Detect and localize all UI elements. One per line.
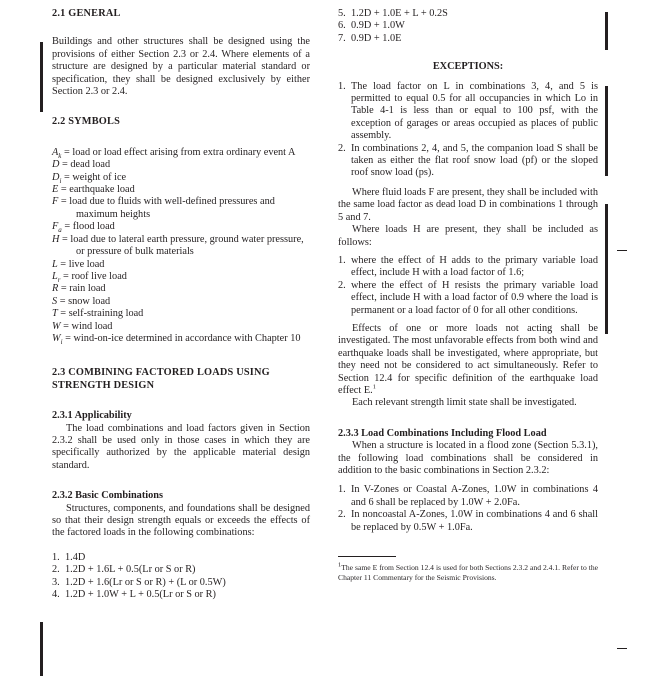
symbol-definition: dead load	[70, 159, 111, 171]
combination-number: 5.	[338, 8, 346, 19]
symbol-definition: rain load	[69, 283, 106, 295]
symbol-letter: F	[52, 196, 59, 208]
footnote	[338, 563, 598, 584]
combination-list-left	[52, 552, 310, 602]
combination-item	[52, 589, 310, 601]
exceptions-heading: EXCEPTIONS:	[432, 61, 504, 73]
item-text: In combinations 2, 4, and 5, the companion load S shall be taken as either the flat roof snow load (pf) or the sloped roof snow load (ps).	[351, 142, 598, 179]
limit-state-paragraph: Each relevant strength limit state shall be investigated.	[352, 397, 577, 409]
section-2-3-2-body: Structures, components, and foundations shall be designed so that their design strength equals or exceeds the effects of the factored loads in the following combinations:	[52, 502, 310, 539]
footnote-area	[338, 556, 598, 584]
symbol-item: T = self-straining load	[52, 308, 144, 320]
flood-item	[338, 484, 598, 509]
revision-dash-bottom	[617, 648, 627, 649]
change-bar-fluids	[605, 204, 608, 334]
item-text: where the effect of H resists the primary variable load effect, include H with a load factor of 0.9 where the load is permanent or a load factor of 0 for all other conditions.	[351, 279, 598, 316]
footnote-mark: 1	[338, 561, 342, 569]
exception-item	[338, 81, 598, 143]
exception-list	[338, 81, 598, 180]
combination-item	[52, 577, 310, 589]
section-2-3-1-body: The load combinations and load factors given in Section 2.3.2 shall be used only in those cases in which they are specifically authorized by the applicable material design standard.	[52, 422, 310, 471]
section-2-3-heading	[52, 367, 310, 392]
change-bar-general	[40, 42, 43, 112]
symbol-letter: D	[52, 159, 60, 171]
right-column	[338, 8, 598, 584]
combination-item	[338, 33, 598, 45]
symbol-subscript: i	[60, 337, 63, 346]
change-bar-exceptions	[605, 86, 608, 176]
item-number: 1.	[338, 254, 346, 266]
symbol-definition: roof live load	[71, 270, 127, 282]
combination-number: 3.	[52, 576, 60, 588]
section-2-3-2-heading: 2.3.2 Basic Combinations	[52, 490, 163, 502]
item-number: 2.	[338, 142, 346, 154]
symbol-item: $D_i$ = weight of ice	[52, 171, 127, 185]
symbol-definition: snow load	[68, 295, 111, 307]
earth-pressure-intro: Where loads H are present, they shall be included as follows:	[338, 224, 598, 248]
symbol-item: F = load due to fluids with well-defined pressures and maximum heights	[52, 196, 275, 220]
symbol-definition: load due to fluids with well-defined pressures and maximum heights	[69, 196, 275, 220]
symbol-item: R = rain load	[52, 283, 106, 295]
left-column	[52, 8, 310, 601]
item-number: 2.	[338, 279, 346, 291]
revision-dash-top	[617, 250, 627, 251]
symbol-subscript: a	[58, 226, 62, 235]
combination-list-right	[338, 8, 598, 45]
symbol-item: $A_k$ = load or load effect arising from extra ordinary event A	[52, 146, 296, 160]
symbol-subscript: k	[58, 151, 62, 160]
section-2-1-heading: 2.1 GENERAL	[52, 8, 121, 19]
symbol-letter: T	[52, 308, 58, 320]
symbol-letter: R	[52, 283, 59, 295]
section-2-1-body: Buildings and other structures shall be designed using the provisions of either Section 2.3 or 2.4. Where elements of a structure are designed by a particular material standard or specification, they shall be designed exclusively by either Section 2.3 or 2.4.	[52, 36, 310, 98]
symbol-item: L = live load	[52, 258, 105, 270]
combination-equation: 1.2D + 1.6(Lr or S or R) + (L or 0.5W)	[65, 576, 226, 588]
symbol-subscript: r	[57, 275, 61, 284]
symbol-definition: flood load	[72, 221, 115, 233]
flood-list	[338, 484, 598, 534]
combination-item	[52, 564, 310, 576]
symbol-definition: earthquake load	[69, 184, 135, 196]
combination-equation: 1.2D + 1.0E + L + 0.2S	[351, 8, 448, 19]
symbol-list	[52, 147, 310, 346]
section-2-3-heading-line2: STRENGTH DESIGN	[52, 379, 155, 391]
combination-equation: 1.2D + 1.6L + 0.5(Lr or S or R)	[65, 564, 196, 576]
symbol-item: $F_a$ = flood load	[52, 221, 115, 235]
symbol-definition: wind load	[71, 320, 113, 332]
flood-item	[338, 509, 598, 534]
symbol-item: D = dead load	[52, 159, 111, 171]
section-2-2-heading: 2.2 SYMBOLS	[52, 116, 120, 128]
symbol-letter: A	[52, 146, 59, 158]
symbol-definition: load due to lateral earth pressure, ground water pressure, or pressure of bulk materials	[70, 233, 304, 258]
item-number: 2.	[338, 509, 346, 521]
change-bar-combos-left	[40, 622, 43, 676]
item-number: 1.	[338, 80, 346, 92]
footnote-rule	[338, 556, 396, 557]
symbol-letter: W	[52, 320, 61, 332]
symbol-letter: L	[52, 258, 58, 270]
combination-number: 1.	[52, 551, 60, 563]
symbol-item: W = wind load	[52, 320, 113, 332]
symbol-item: H = load due to lateral earth pressure, ground water pressure, or pressure of bulk materials	[52, 233, 304, 258]
effects-paragraph	[338, 323, 598, 397]
symbol-item: S = snow load	[52, 295, 111, 307]
change-bar-combos-right	[605, 12, 608, 50]
combination-number: 7.	[338, 32, 346, 44]
combination-number: 2.	[52, 564, 60, 576]
combination-item	[338, 8, 598, 20]
symbol-letter: E	[52, 184, 59, 196]
symbol-definition: weight of ice	[72, 171, 127, 183]
section-2-3-heading-line1: 2.3 COMBINING FACTORED LOADS USING	[52, 367, 270, 379]
symbol-item: E = earthquake load	[52, 184, 135, 196]
symbol-item: $W_i$ = wind-on-ice determined in accordance with Chapter 10	[52, 332, 301, 346]
item-number: 1.	[338, 484, 346, 496]
symbol-subscript: i	[59, 176, 62, 185]
symbol-letter: H	[52, 233, 60, 245]
earth-pressure-list	[338, 255, 598, 317]
section-2-3-3-body: When a structure is located in a flood zone (Section 5.3.1), the following load combinations shall be considered in addition to the basic combinations in Section 2.3.2:	[338, 440, 598, 476]
symbol-definition: self-straining load	[68, 308, 144, 320]
symbol-letter: S	[52, 295, 58, 307]
combination-equation: 0.9D + 1.0W	[351, 20, 405, 32]
item-text: In noncoastal A-Zones, 1.0W in combinations 4 and 6 shall be replaced by 0.5W + 1.0Fa.	[351, 509, 598, 533]
symbol-definition: wind-on-ice determined in accordance with Chapter 10	[73, 332, 301, 344]
item-text: The load factor on L in combinations 3, 4, and 5 is permitted to equal 0.5 for all occupancies in which Lo in Table 4-1 is less than or equal to 100 psf, with the exception of garages or areas occupied as places of public assembly.	[351, 80, 598, 142]
symbol-definition: load or load effect arising from extra ordinary event A	[72, 146, 296, 158]
exception-item	[338, 143, 598, 180]
symbol-letter: W	[52, 332, 61, 344]
combination-number: 6.	[338, 20, 346, 32]
combination-equation: 1.4D	[65, 551, 86, 563]
section-2-3-3-heading: 2.3.3 Load Combinations Including Flood Load	[338, 427, 547, 439]
footnote-text: The same E from Section 12.4 is used for both Sections 2.3.2 and 2.4.1. Refer to the Chapter 11 Commentary for the Seismic Provisions.	[338, 562, 598, 583]
combination-equation: 1.2D + 1.0W + L + 0.5(Lr or S or R)	[65, 589, 216, 601]
symbol-definition: live load	[68, 258, 105, 270]
fluid-load-paragraph: Where fluid loads F are present, they shall be included with the same load factor as dead load D in combinations 1 through 5 and 7.	[338, 186, 598, 223]
footnote-reference: 1	[372, 383, 376, 391]
combination-number: 4.	[52, 589, 60, 601]
item-text: In V-Zones or Coastal A-Zones, 1.0W in combinations 4 and 6 shall be replaced by 1.0W + 2.0Fa.	[351, 484, 598, 508]
section-2-3-1-heading: 2.3.1 Applicability	[52, 410, 132, 422]
combination-equation: 0.9D + 1.0E	[351, 32, 402, 44]
earth-pressure-item	[338, 280, 598, 317]
combination-item	[52, 552, 310, 564]
earth-pressure-item	[338, 255, 598, 280]
combination-item	[338, 20, 598, 32]
symbol-letter: L	[52, 270, 58, 282]
symbol-letter: D	[52, 171, 60, 183]
symbol-item: $L_r$ = roof live load	[52, 270, 127, 284]
item-text: where the effect of H adds to the primary variable load effect, include H with a load factor of 1.6;	[351, 254, 598, 279]
effects-text: Effects of one or more loads not acting shall be investigated. The most unfavorable effects from both wind and earthquake loads shall be investigated, where appropriate, but they need not be considered to act simultaneously. Refer to Section 12.4 for specific definition of the earthquake load effect E.	[338, 322, 598, 396]
symbol-letter: F	[52, 221, 59, 233]
